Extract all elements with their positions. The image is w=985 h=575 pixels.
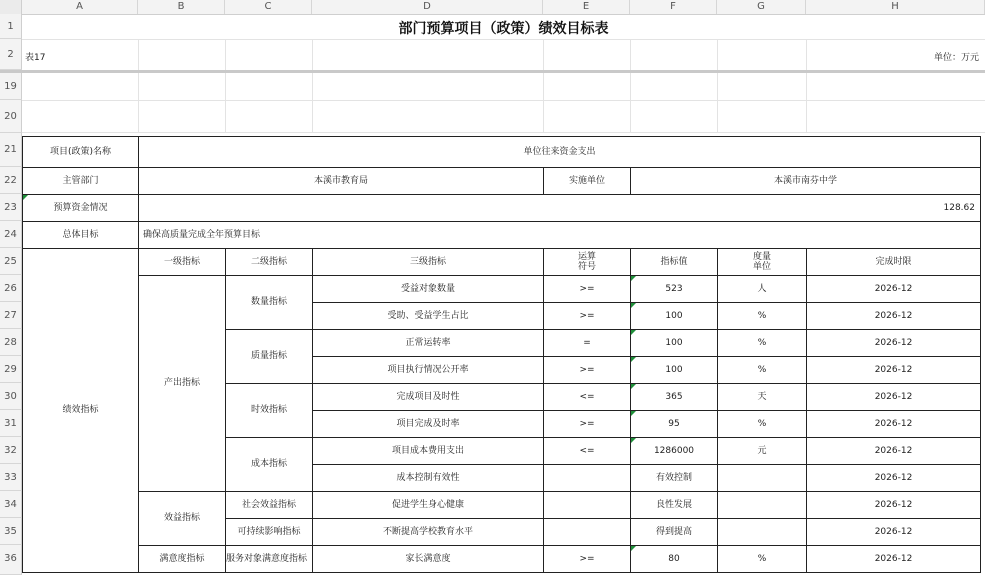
overall-goal-value[interactable]: 确保高质量完成全年预算目标 bbox=[138, 221, 981, 249]
item-unit[interactable] bbox=[717, 464, 807, 492]
cell-indicator-icon bbox=[631, 357, 636, 362]
item-unit[interactable] bbox=[717, 518, 807, 546]
item-value[interactable]: 有效控制 bbox=[630, 464, 718, 492]
header-value[interactable]: 指标值 bbox=[630, 248, 718, 276]
header-unit-line1: 度量 bbox=[752, 251, 771, 262]
item-unit[interactable] bbox=[717, 491, 807, 519]
column-header-e[interactable]: E bbox=[543, 0, 630, 14]
item-deadline[interactable]: 2026-12 bbox=[806, 275, 981, 303]
item-unit[interactable]: % bbox=[717, 545, 807, 573]
item-operator[interactable]: = bbox=[543, 329, 631, 357]
item-value[interactable]: 365 bbox=[630, 383, 718, 411]
cell-indicator-icon bbox=[631, 438, 636, 443]
dept-value[interactable]: 本溪市教育局 bbox=[138, 167, 544, 195]
cell-indicator-icon bbox=[631, 303, 636, 308]
row-header-22[interactable]: 22 bbox=[0, 167, 22, 194]
row-header-35[interactable]: 35 bbox=[0, 518, 22, 545]
item-name[interactable]: 受益对象数量 bbox=[312, 275, 544, 303]
cell-indicator-icon bbox=[631, 330, 636, 335]
item-value[interactable]: 良性发展 bbox=[630, 491, 718, 519]
gridline bbox=[630, 39, 631, 133]
item-name[interactable]: 成本控制有效性 bbox=[312, 464, 544, 492]
item-operator[interactable]: <= bbox=[543, 383, 631, 411]
item-name[interactable]: 完成项目及时性 bbox=[312, 383, 544, 411]
column-header-h[interactable]: H bbox=[806, 0, 985, 14]
item-value[interactable]: 95 bbox=[630, 410, 718, 438]
item-deadline[interactable]: 2026-12 bbox=[806, 383, 981, 411]
row-header-27[interactable]: 27 bbox=[0, 302, 22, 329]
column-header-d[interactable]: D bbox=[312, 0, 543, 14]
level1-satisfaction[interactable]: 满意度指标 bbox=[138, 545, 226, 573]
header-operator-line2: 符号 bbox=[577, 262, 596, 272]
row-header-33[interactable]: 33 bbox=[0, 464, 22, 491]
cell-indicator-icon bbox=[631, 546, 636, 551]
item-name[interactable]: 正常运转率 bbox=[312, 329, 544, 357]
row-header-2[interactable]: 2 bbox=[0, 39, 22, 70]
item-value[interactable]: 100 bbox=[630, 302, 718, 330]
sheet-title[interactable]: 部门预算项目（政策）绩效目标表 bbox=[398, 20, 609, 37]
item-operator[interactable]: <= bbox=[543, 437, 631, 465]
item-value[interactable]: 1286000 bbox=[630, 437, 718, 465]
level1-benefit[interactable]: 效益指标 bbox=[138, 491, 226, 546]
item-deadline[interactable]: 2026-12 bbox=[806, 356, 981, 384]
unit-label[interactable]: 单位：万元 bbox=[933, 53, 979, 63]
row-header-36[interactable]: 36 bbox=[0, 545, 22, 575]
item-value[interactable]: 得到提高 bbox=[630, 518, 718, 546]
budget-fund-label[interactable]: 预算资金情况 bbox=[22, 194, 139, 222]
item-value[interactable]: 100 bbox=[630, 329, 718, 357]
cell-indicator-icon bbox=[631, 411, 636, 416]
column-header-c[interactable]: C bbox=[225, 0, 312, 14]
level2-service-satisfaction[interactable]: 服务对象满意度指标 bbox=[225, 545, 313, 573]
item-name[interactable]: 不断提高学校教育水平 bbox=[312, 518, 544, 546]
item-operator[interactable]: >= bbox=[543, 545, 631, 573]
row-header-28[interactable]: 28 bbox=[0, 329, 22, 356]
gridline bbox=[225, 39, 226, 133]
row-header-32[interactable]: 32 bbox=[0, 437, 22, 464]
row-header-29[interactable]: 29 bbox=[0, 356, 22, 383]
row-header-19[interactable]: 19 bbox=[0, 73, 22, 100]
item-unit[interactable]: % bbox=[717, 302, 807, 330]
dept-label[interactable]: 主管部门 bbox=[22, 167, 139, 195]
gridline bbox=[138, 39, 139, 133]
header-unit[interactable] bbox=[717, 248, 807, 276]
gridline bbox=[806, 39, 807, 133]
table-number[interactable]: 表17 bbox=[25, 53, 46, 63]
row-header-1[interactable]: 1 bbox=[0, 14, 22, 39]
row-header-30[interactable]: 30 bbox=[0, 383, 22, 410]
level2-timeliness[interactable]: 时效指标 bbox=[225, 383, 313, 438]
item-name[interactable]: 受助、受益学生占比 bbox=[312, 302, 544, 330]
column-header-a[interactable]: A bbox=[22, 0, 138, 14]
item-deadline[interactable]: 2026-12 bbox=[806, 302, 981, 330]
header-level1[interactable]: 一级指标 bbox=[138, 248, 226, 276]
item-name[interactable]: 促进学生身心健康 bbox=[312, 491, 544, 519]
cell-indicator-icon bbox=[23, 195, 28, 200]
header-level2[interactable]: 二级指标 bbox=[225, 248, 313, 276]
cell-indicator-icon bbox=[631, 384, 636, 389]
performance-indicator-label[interactable]: 绩效指标 bbox=[22, 248, 139, 573]
select-all-corner[interactable] bbox=[0, 0, 22, 14]
item-deadline[interactable]: 2026-12 bbox=[806, 518, 981, 546]
item-operator[interactable]: >= bbox=[543, 356, 631, 384]
row-header-31[interactable]: 31 bbox=[0, 410, 22, 437]
item-operator[interactable]: >= bbox=[543, 275, 631, 303]
impl-unit-label[interactable]: 实施单位 bbox=[543, 167, 631, 195]
column-header-b[interactable]: B bbox=[138, 0, 225, 14]
column-header-g[interactable]: G bbox=[717, 0, 806, 14]
overall-goal-label[interactable]: 总体目标 bbox=[22, 221, 139, 249]
item-operator[interactable]: >= bbox=[543, 410, 631, 438]
column-header-bar bbox=[0, 0, 985, 15]
level2-sustainability[interactable]: 可持续影响指标 bbox=[225, 518, 313, 546]
header-operator-line1: 运算 bbox=[577, 251, 596, 262]
item-unit[interactable]: % bbox=[717, 410, 807, 438]
header-unit-line2: 单位 bbox=[752, 262, 771, 272]
gridline bbox=[717, 39, 718, 133]
item-unit[interactable]: % bbox=[717, 356, 807, 384]
item-operator[interactable] bbox=[543, 491, 631, 519]
header-level3[interactable]: 三级指标 bbox=[312, 248, 544, 276]
project-name-label[interactable]: 项目(政策)名称 bbox=[22, 136, 139, 168]
header-deadline[interactable]: 完成时限 bbox=[806, 248, 981, 276]
item-value[interactable]: 100 bbox=[630, 356, 718, 384]
row-header-34[interactable]: 34 bbox=[0, 491, 22, 518]
item-unit[interactable]: 天 bbox=[717, 383, 807, 411]
row-header-23[interactable]: 23 bbox=[0, 194, 22, 221]
row-header-25[interactable]: 25 bbox=[0, 248, 22, 275]
item-unit[interactable]: % bbox=[717, 329, 807, 357]
item-value[interactable]: 80 bbox=[630, 545, 718, 573]
cell-indicator-icon bbox=[631, 276, 636, 281]
project-name-value[interactable]: 单位往来资金支出 bbox=[138, 136, 981, 168]
row-header-21[interactable]: 21 bbox=[0, 133, 22, 167]
item-deadline[interactable]: 2026-12 bbox=[806, 464, 981, 492]
item-unit[interactable]: 人 bbox=[717, 275, 807, 303]
item-deadline[interactable]: 2026-12 bbox=[806, 410, 981, 438]
header-operator[interactable] bbox=[543, 248, 631, 276]
item-name[interactable]: 项目执行情况公开率 bbox=[312, 356, 544, 384]
gridline bbox=[22, 132, 985, 133]
level2-quantity[interactable]: 数量指标 bbox=[225, 275, 313, 330]
item-name[interactable]: 项目成本费用支出 bbox=[312, 437, 544, 465]
item-name[interactable]: 家长满意度 bbox=[312, 545, 544, 573]
item-operator[interactable] bbox=[543, 518, 631, 546]
row-header-26[interactable]: 26 bbox=[0, 275, 22, 302]
level1-output[interactable]: 产出指标 bbox=[138, 275, 226, 492]
gridline bbox=[312, 39, 313, 133]
item-deadline[interactable]: 2026-12 bbox=[806, 545, 981, 573]
item-operator[interactable] bbox=[543, 464, 631, 492]
level2-social-benefit[interactable]: 社会效益指标 bbox=[225, 491, 313, 519]
gridline bbox=[543, 39, 544, 133]
impl-unit-value[interactable]: 本溪市南芬中学 bbox=[630, 167, 981, 195]
item-unit[interactable]: 元 bbox=[717, 437, 807, 465]
level2-cost[interactable]: 成本指标 bbox=[225, 437, 313, 492]
gridline bbox=[22, 100, 985, 101]
row-header-24[interactable]: 24 bbox=[0, 221, 22, 248]
column-header-f[interactable]: F bbox=[630, 0, 717, 14]
budget-fund-value[interactable]: 128.62 bbox=[138, 194, 981, 222]
item-deadline[interactable]: 2026-12 bbox=[806, 491, 981, 519]
row-header-20[interactable]: 20 bbox=[0, 100, 22, 133]
frozen-pane-divider bbox=[0, 70, 985, 73]
item-value[interactable]: 523 bbox=[630, 275, 718, 303]
item-deadline[interactable]: 2026-12 bbox=[806, 437, 981, 465]
item-deadline[interactable]: 2026-12 bbox=[806, 329, 981, 357]
item-name[interactable]: 项目完成及时率 bbox=[312, 410, 544, 438]
level2-quality[interactable]: 质量指标 bbox=[225, 329, 313, 384]
item-operator[interactable]: >= bbox=[543, 302, 631, 330]
